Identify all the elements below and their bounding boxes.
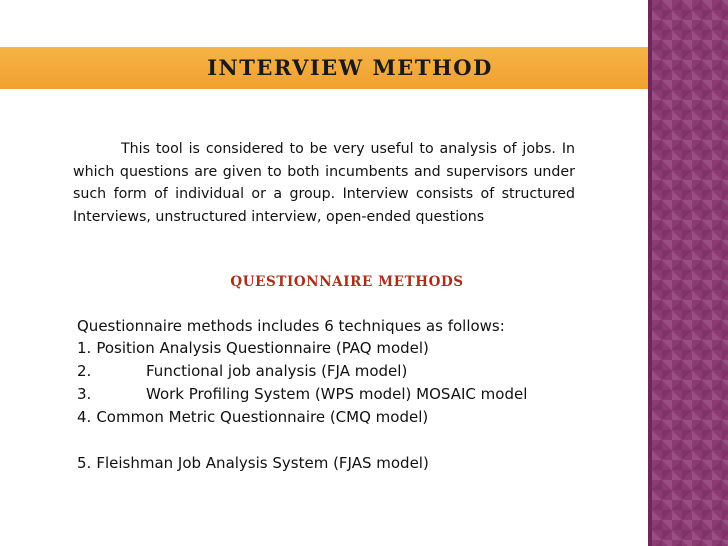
list-item <box>77 383 527 406</box>
list-item-number: 2. <box>77 362 92 380</box>
slide-title: INTERVIEW METHOD <box>207 55 493 80</box>
list-item-text: Fleishman Job Analysis System (FJAS model) <box>96 454 429 472</box>
body-paragraph: This tool is considered to be very useful to analysis of jobs. In which questions are given to both incumbents and supervisors under such form of individual or a group. Interview consists of structured Interviews, unstructured interview, open-ended questions <box>73 141 575 225</box>
technique-list <box>77 337 527 475</box>
list-item-text: Position Analysis Questionnaire (PAQ model) <box>96 339 429 357</box>
list-item-text: Functional job analysis (FJA model) <box>146 362 408 380</box>
list-item-text: Work Profiling System (WPS model) MOSAIC model <box>146 385 528 403</box>
title-band <box>0 47 648 89</box>
list-item <box>77 360 527 383</box>
list-item-number: 5. <box>77 454 92 472</box>
decorative-side-strip <box>648 0 728 546</box>
list-item-number: 4. <box>77 408 92 426</box>
list-item-number: 1. <box>77 339 92 357</box>
section-subheading: QUESTIONNAIRE METHODS <box>230 274 464 290</box>
list-item <box>77 406 527 429</box>
list-item-number: 3. <box>77 385 92 403</box>
list-item-text: Common Metric Questionnaire (CMQ model) <box>96 408 429 426</box>
list-item <box>77 452 527 475</box>
list-intro: Questionnaire methods includes 6 techniques as follows: <box>77 317 505 335</box>
list-item <box>77 337 527 360</box>
